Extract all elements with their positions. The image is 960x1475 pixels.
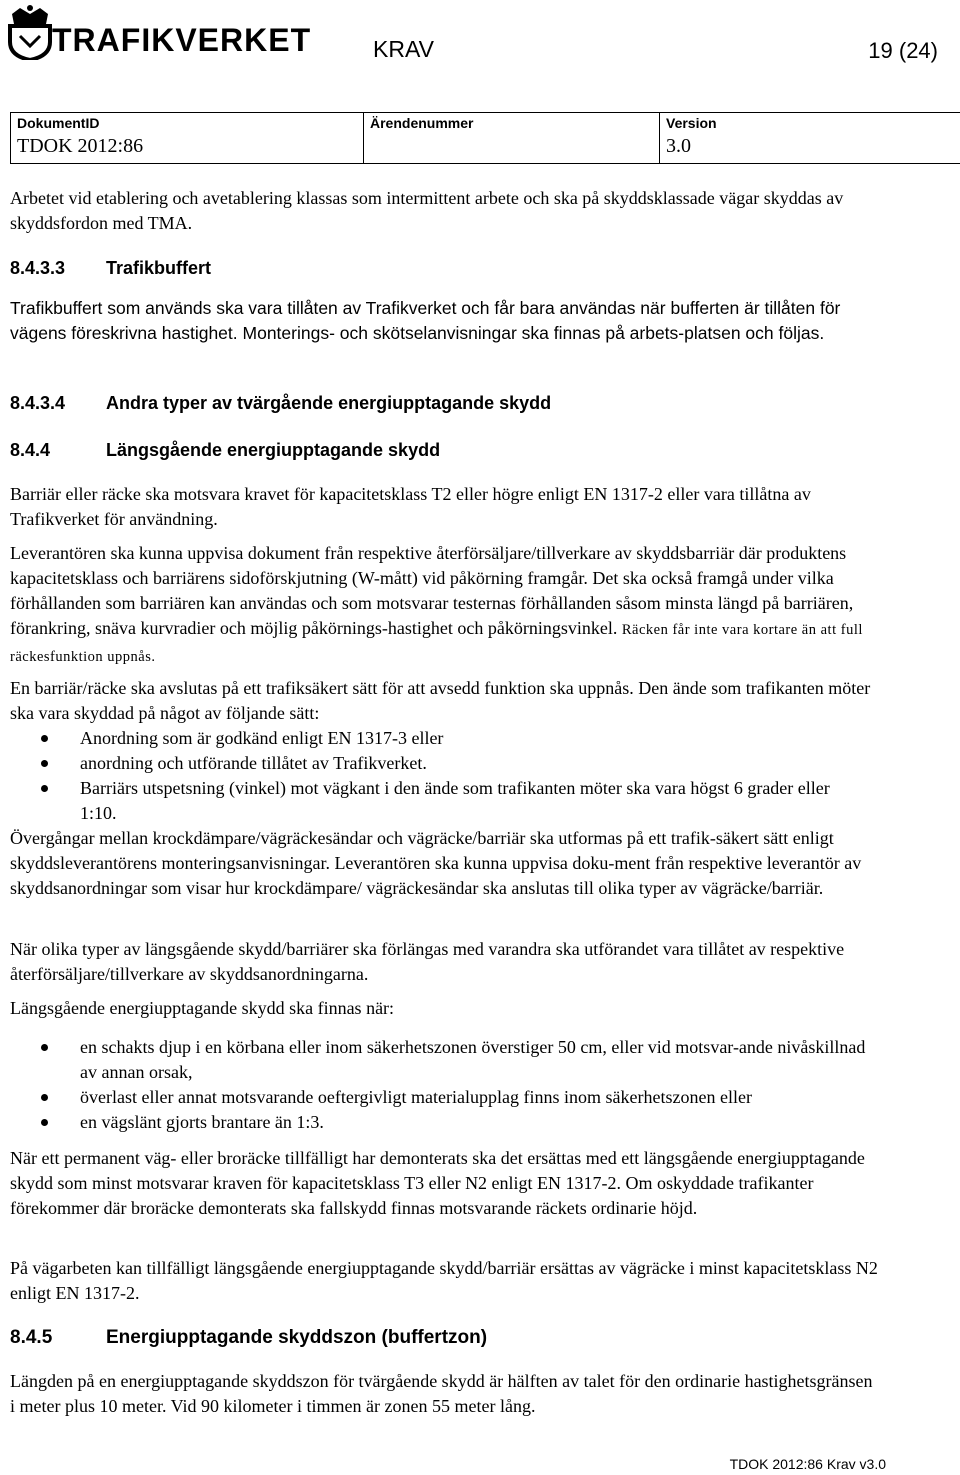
paragraph: Barriär eller räcke ska motsvara kravet för kapacitetsklass T2 eller högre enligt EN 1317-2 eller vara tillåtna av Trafikverket för användning. [10, 484, 811, 529]
paragraph-part: Monterings- och skötselanvisningar ska finnas på arbets-platsen och följas. [242, 323, 825, 343]
meta-version-cell [659, 113, 960, 163]
paragraph: När ett permanent väg- eller broräcke tillfälligt har demonterats ska det ersättas med ett längsgående energiupptagande skydd som minst motsvarar kraven för kapacitetsklass T3 eller N2 enligt EN 1317-2. Om oskyddade trafikanter förekommer där broräcke demonterats ska fallskydd finnas motsvarande räckets ordinarie höjd. [10, 1148, 865, 1218]
paragraph: På vägarbeten kan tillfälligt längsgående energiupptagande skydd/barriär ersättas av vägräcke i minst kapacitetsklass N2 enligt EN 1317-2. [10, 1258, 878, 1303]
meta-doc-id-value: TDOK 2012:86 [17, 135, 144, 157]
section-title: Längsgående energiupptagande skydd [106, 440, 441, 460]
list-item: Barriärs utspetsning (vinkel) mot vägkant i den ände som trafikanten möter ska vara högst 6 grader eller 1:10. [10, 776, 880, 826]
document-meta-table [10, 112, 960, 164]
paragraph: En barriär/räcke ska avslutas på ett trafiksäkert sätt för att avsedd funktion ska uppnås. Den ände som trafikanten möter ska vara skyddad på något av följande sätt: [10, 678, 871, 723]
section-title: Andra typer av tvärgående energiupptagande skydd [106, 393, 552, 413]
bullet-list-requirements [10, 1035, 880, 1135]
paragraph-note: Räcken får inte vara kortare än att full räckesfunktion uppnås. [10, 622, 863, 665]
logo-wordmark: TRAFIKVERKET [52, 22, 312, 58]
crown-icon [6, 4, 54, 60]
meta-version-value: 3.0 [666, 135, 691, 157]
section-heading-8-4-3-3 [10, 258, 211, 279]
section-heading-8-4-4 [10, 440, 440, 461]
paragraph: Längsgående energiupptagande skydd ska finnas när: [10, 998, 395, 1018]
paragraph [10, 296, 880, 346]
meta-doc-id-cell [11, 113, 363, 163]
paragraph-part: Trafikbuffert som används ska vara tillåten av Trafikverket och får bara användas när bufferten är tillåten för vägens föreskrivna hastighet. [10, 298, 841, 343]
page-number: 19 (24) [868, 38, 938, 63]
section-number: 8.4.5 [10, 1327, 53, 1348]
section-heading-8-4-5 [10, 1327, 487, 1349]
meta-doc-id-label: DokumentID [17, 115, 100, 131]
document-class: KRAV [373, 36, 434, 62]
meta-case-cell [363, 113, 660, 163]
meta-case-label: Ärendenummer [370, 115, 474, 131]
paragraph-part: Leverantören ska kunna uppvisa dokument från respektive återförsäljare/tillverkare av skyddsbarriär där produktens kapacitetsklass och barriärens sidoförskjutning (W-mått) vid påkörning framgår. Det ska också framgå under vilka förhållanden som barriären kan användas och som motsvarar testernas förhållanden såsom minsta längd på barriären, förankring, snäva kurvradier och möjlig påkörnings-hastighet och påkörningsvinkel. [10, 543, 854, 638]
paragraph [10, 541, 880, 670]
section-number: 8.4.4 [10, 440, 51, 460]
section-number: 8.4.3.4 [10, 393, 66, 413]
section-title: Energiupptagande skyddszon (buffertzon) [106, 1327, 488, 1348]
section-number: 8.4.3.3 [10, 258, 66, 278]
meta-version-label: Version [666, 115, 717, 131]
list-item: överlast eller annat motsvarande oeftergivligt materialupplag finns inom säkerhetszonen eller [10, 1085, 880, 1110]
list-item: en vägslänt gjorts brantare än 1:3. [10, 1110, 880, 1135]
paragraph: Längden på en energiupptagande skyddszon för tvärgående skydd är hälften av talet för den ordinarie hastighetsgränsen i meter plus 10 meter. Vid 90 kilometer i timmen är zonen 55 meter lång. [10, 1371, 873, 1416]
section-title: Trafikbuffert [106, 258, 212, 278]
page-footer: TDOK 2012:86 Krav v3.0 [729, 1456, 886, 1472]
list-item: en schakts djup i en körbana eller inom säkerhetszonen överstiger 50 cm, eller vid motsvar-ande nivåskillnad av annan orsak, [10, 1035, 880, 1085]
paragraph: När olika typer av längsgående skydd/barriärer ska förlängas med varandra ska utförandet vara tillåtet av respektive återförsäljare/tillverkare av skyddsanordningarna. [10, 939, 845, 984]
list-item: anordning och utförande tillåtet av Trafikverket. [10, 751, 880, 776]
list-item: Anordning som är godkänd enligt EN 1317-3 eller [10, 726, 880, 751]
paragraph: Arbetet vid etablering och avetablering klassas som intermittent arbete och ska på skyddsklassade vägar skyddas av skyddsfordon med TMA. [10, 188, 844, 233]
bullet-list-end-protection [10, 726, 880, 826]
paragraph: Övergångar mellan krockdämpare/vägräckesändar och vägräcke/barriär ska utformas på ett trafik-säkert sätt enligt skyddsleverantörens monteringsanvisningar. Leverantören ska kunna uppvisa doku-ment från respektive leverantör av skyddsanordningar som visar hur krockdämpare/ vägräckesändar ska anslutas till olika typer av vägräcke/barriär. [10, 828, 862, 898]
section-heading-8-4-3-4 [10, 393, 551, 414]
